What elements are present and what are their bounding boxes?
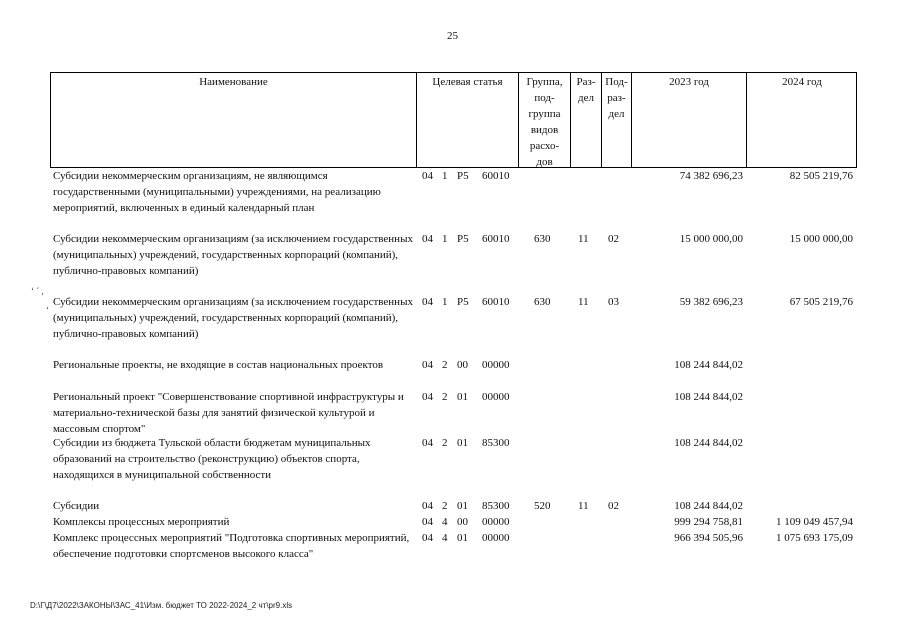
scan-mark: ‘ (46, 305, 49, 315)
header-name: Наименование (199, 76, 268, 88)
row-name: Региональный проект "Совершенствование спортивной инфраструктуры и материально-технической базы для занятий физической культурой и массовым спортом" (53, 391, 404, 435)
row-name: Субсидии (53, 500, 100, 512)
row-code-subprogram: 1 (442, 170, 448, 182)
row-code-subprogram: 1 (442, 296, 448, 308)
row-section: 11 (578, 233, 589, 245)
row-code-item: 00000 (482, 359, 510, 371)
row-code-subprogram: 2 (442, 359, 448, 371)
row-code-direction: Р5 (457, 233, 469, 245)
row-amount-2023: 74 382 696,23 (679, 170, 743, 182)
row-code-direction: Р5 (457, 170, 469, 182)
row-code-direction: 01 (457, 437, 468, 449)
row-code-subprogram: 4 (442, 532, 448, 544)
row-code-program: 04 (422, 233, 433, 245)
row-code-item: 00000 (482, 516, 510, 528)
row-amount-2024: 1 109 049 457,94 (776, 516, 853, 528)
row-name: Субсидии некоммерческим организациям (за исключением государственных (муниципальных) учреждений, государственных корпораций (компаний), публично-правовых компаний) (53, 233, 413, 277)
row-code-direction: 00 (457, 359, 468, 371)
row-code-direction: 01 (457, 391, 468, 403)
row-amount-2023: 59 382 696,23 (679, 296, 743, 308)
row-code-subprogram: 2 (442, 437, 448, 449)
row-amount-2023: 108 244 844,02 (674, 359, 743, 371)
row-code-program: 04 (422, 170, 433, 182)
row-expense-group: 630 (534, 233, 551, 245)
file-path-footer: D:\Г\Д7\2022\ЗАКОНЫ\ЗАС_41\Изм. бюджет ТО 2022-2024_2 чт\pr9.xls (30, 601, 293, 610)
row-code-program: 04 (422, 516, 433, 528)
row-code-subprogram: 2 (442, 500, 448, 512)
row-section: 11 (578, 500, 589, 512)
row-amount-2023: 108 244 844,02 (674, 437, 743, 449)
row-amount-2024: 1 075 693 175,09 (776, 532, 853, 544)
row-amount-2024: 82 505 219,76 (789, 170, 853, 182)
row-code-subprogram: 1 (442, 233, 448, 245)
row-amount-2023: 108 244 844,02 (674, 391, 743, 403)
row-expense-group: 520 (534, 500, 551, 512)
scan-mark: ‘ ´ , (31, 286, 44, 296)
row-amount-2023: 966 394 505,96 (674, 532, 743, 544)
row-amount-2023: 999 294 758,81 (674, 516, 743, 528)
row-code-item: 00000 (482, 532, 510, 544)
row-code-direction: 00 (457, 516, 468, 528)
header-subsection: Под- раз- дел (605, 76, 628, 120)
page-number: 25 (447, 30, 458, 42)
header-2024: 2024 год (782, 76, 822, 88)
row-code-direction: Р5 (457, 296, 469, 308)
row-code-program: 04 (422, 532, 433, 544)
row-name: Субсидии некоммерческим организациям (за исключением государственных (муниципальных) учреждений, государственных корпораций (компаний), публично-правовых компаний) (53, 296, 413, 340)
row-subsection: 03 (608, 296, 619, 308)
row-code-item: 60010 (482, 296, 510, 308)
row-subsection: 02 (608, 500, 619, 512)
row-code-program: 04 (422, 500, 433, 512)
row-section: 11 (578, 296, 589, 308)
header-target-article: Целевая статья (432, 76, 503, 88)
row-name: Субсидии некоммерческим организациям, не являющимся государственными (муниципальными) учреждениями, на реализацию мероприятий, включенных в единый календарный план (53, 170, 381, 214)
header-2023: 2023 год (669, 76, 709, 88)
row-name: Комплекс процессных мероприятий "Подготовка спортивных мероприятий, обеспечение подготовки спортсменов высокого класса" (53, 532, 410, 560)
row-name: Региональные проекты, не входящие в состав национальных проектов (53, 359, 384, 371)
row-amount-2023: 15 000 000,00 (679, 233, 743, 245)
row-code-subprogram: 4 (442, 516, 448, 528)
row-code-program: 04 (422, 391, 433, 403)
row-code-direction: 01 (457, 500, 468, 512)
row-code-program: 04 (422, 359, 433, 371)
row-name: Комплексы процессных мероприятий (53, 516, 230, 528)
row-amount-2023: 108 244 844,02 (674, 500, 743, 512)
row-expense-group: 630 (534, 296, 551, 308)
row-name: Субсидии из бюджета Тульской области бюджетам муниципальных образований на строительство (реконструкцию) объектов спорта, находящихся в муниципальной собственности (53, 437, 371, 481)
row-code-item: 85300 (482, 437, 510, 449)
header-section: Раз- дел (576, 76, 596, 104)
row-amount-2024: 15 000 000,00 (789, 233, 853, 245)
row-code-program: 04 (422, 296, 433, 308)
row-code-item: 00000 (482, 391, 510, 403)
row-code-direction: 01 (457, 532, 468, 544)
row-code-item: 60010 (482, 170, 510, 182)
row-subsection: 02 (608, 233, 619, 245)
row-code-subprogram: 2 (442, 391, 448, 403)
row-amount-2024: 67 505 219,76 (789, 296, 853, 308)
row-code-item: 60010 (482, 233, 510, 245)
header-expense-group: Группа, под- группа видов расхо- дов (526, 76, 563, 168)
row-code-program: 04 (422, 437, 433, 449)
row-code-item: 85300 (482, 500, 510, 512)
